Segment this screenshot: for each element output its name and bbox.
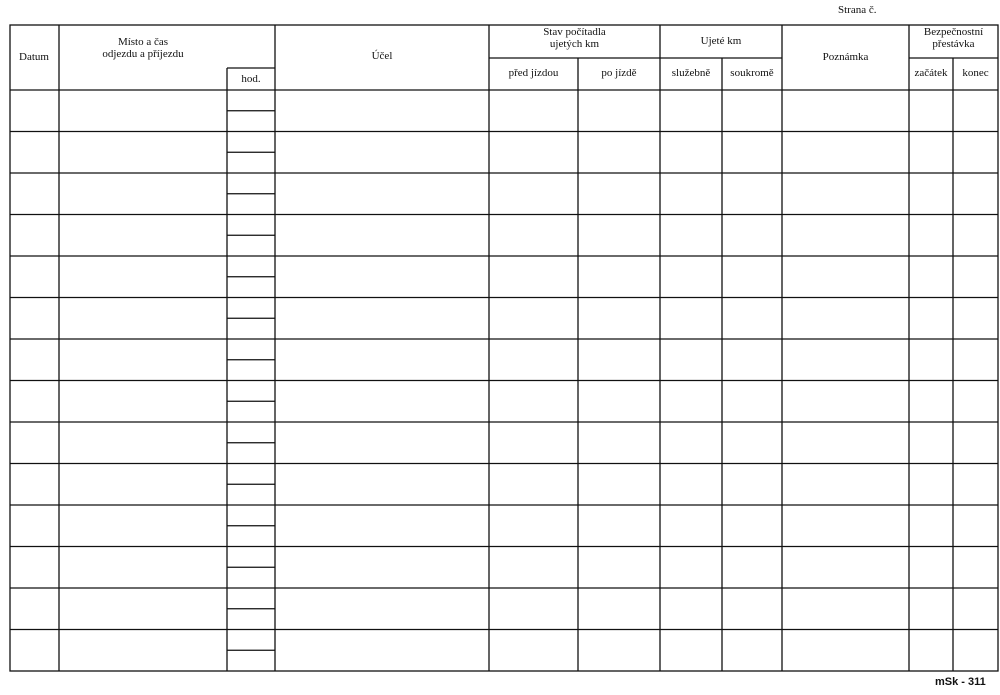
header-poznamka: Poznámka: [822, 51, 869, 63]
header-ujete-km: Ujeté km: [700, 35, 742, 47]
header-ucel: Účel: [371, 50, 393, 62]
header-bezpecnostni-line1: Bezpečnostní: [923, 26, 984, 38]
header-bezpecnostni-line2: přestávka: [932, 38, 975, 50]
trip-log-table: [9, 24, 999, 672]
header-stav-line2: ujetých km: [549, 38, 600, 50]
header-stav-line1: Stav počítadla: [543, 26, 606, 38]
header-pred-jizdou: před jízdou: [508, 67, 559, 79]
table-grid: [9, 24, 999, 672]
header-hod: hod.: [241, 73, 261, 85]
header-misto-line2: odjezdu a příjezdu: [102, 48, 184, 60]
header-soukrome: soukromě: [730, 67, 774, 79]
header-datum: Datum: [19, 51, 49, 63]
header-konec: konec: [962, 67, 989, 79]
header-po-jizde: po jízdě: [601, 67, 637, 79]
table-border: [10, 25, 998, 671]
page-number-label: Strana č.: [838, 4, 877, 16]
header-sluzebne: služebně: [671, 67, 711, 79]
header-zacatek: začátek: [914, 67, 948, 79]
header-misto-line1: Místo a čas: [117, 36, 169, 48]
form-code-label: mSk - 311: [935, 676, 986, 688]
